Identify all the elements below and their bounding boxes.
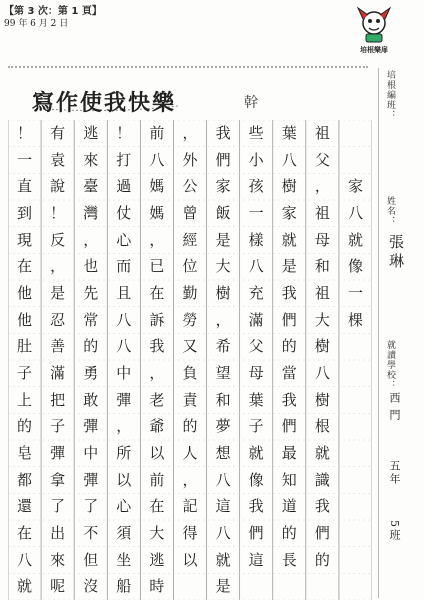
grid-character: 的 [17,417,33,436]
grid-character: 們 [281,310,297,329]
name-label: 姓名： [385,196,395,226]
grid-character: 忍 [50,310,66,329]
grid-character: 勞 [182,310,198,329]
class-value: 5班 [388,520,401,542]
grid-character: ， [215,310,231,329]
grid-character: 皂 [17,443,33,462]
grid-character: 就 [347,230,363,249]
grid-character: 八 [248,257,264,276]
grid-character: 我 [281,283,297,302]
grid-character: 父 [248,337,264,356]
grid-character: ！ [116,123,132,142]
grid-character: 望 [215,363,231,382]
grid-character: 子 [17,363,33,382]
grid-character: 公 [182,177,198,196]
grid-character: 得 [182,523,198,542]
grid-character: 打 [116,150,132,169]
mascot-icon [352,6,396,44]
grid-character: 和 [314,257,330,276]
grid-character: 滿 [248,310,264,329]
grid-character: 八 [116,310,132,329]
grid-character: 以 [182,550,198,569]
grid-character: 媽 [149,203,165,222]
grid-character: 我 [149,337,165,356]
grid-character: 道 [281,497,297,516]
grid-character: 過 [116,177,132,196]
grid-character: 曾 [182,203,198,222]
grid-character: 彈 [116,390,132,409]
grid-character: 樹 [215,283,231,302]
grid-character: 中 [83,443,99,462]
grid-character: 心 [116,230,132,249]
grid-character: 這 [248,550,264,569]
grid-character: 們 [281,417,297,436]
grid-character: 識 [314,470,330,489]
grid-character: 沒 [83,577,99,596]
grid-character: 在 [17,257,33,276]
date-line: 99 年 6 月 2 日 [4,19,69,29]
grid-character: 樹 [281,177,297,196]
grid-character: ， [182,470,198,489]
grid-character: 祖 [314,283,330,302]
grid-character: 時 [149,577,165,596]
grid-character: 樣 [248,230,264,249]
grid-character: 來 [83,150,99,169]
grid-character: 負 [182,363,198,382]
grid-character: ， [182,123,198,142]
grid-character: 樹 [314,337,330,356]
grid-character: 八 [149,150,165,169]
grid-character: 的 [281,523,297,542]
grid-character: 們 [314,523,330,542]
grid-character: 拿 [50,470,66,489]
grid-character: 逃 [149,550,165,569]
grid-character: 爺 [149,417,165,436]
grid-character: 家 [347,177,363,196]
grid-character: 根 [314,417,330,436]
grid-character: 還 [17,497,33,516]
grid-character: 八 [116,337,132,356]
grid-character: 我 [215,123,231,142]
grid-character: 老 [149,390,165,409]
grid-character: 樹 [314,390,330,409]
student-name: 張琳 [387,234,405,272]
grid-character: 到 [17,203,33,222]
grid-character: 前 [149,470,165,489]
grid-character: 是 [50,283,66,302]
grid-character: 都 [17,470,33,489]
grid-character: 他 [17,283,33,302]
grid-character: 小 [248,150,264,169]
grid-character: 在 [17,523,33,542]
grid-character: 又 [182,337,198,356]
grid-character: 已 [149,257,165,276]
grid-character: 八 [215,523,231,542]
grid-character: 敢 [83,390,99,409]
grid-character: 母 [248,363,264,382]
school-value: 西門 [388,392,401,426]
grid-character: 一 [17,150,33,169]
grid-character: 希 [215,337,231,356]
grid-character: 我 [314,497,330,516]
grid-character: 位 [182,257,198,276]
grid-character: 勤 [182,283,198,302]
grid-character: ， [149,230,165,249]
grid-character: 最 [281,443,297,462]
grid-character: 媽 [149,177,165,196]
grid-character: 臺 [83,177,99,196]
grid-character: ， [50,257,66,276]
grid-character: 出 [50,523,66,542]
grid-character: ， [83,230,99,249]
grid-character: 以 [149,443,165,462]
grid-character: 坐 [116,550,132,569]
grid-character: 是 [281,257,297,276]
grid-character: 逃 [83,123,99,142]
grid-character: 船 [116,577,132,596]
grid-character: 來 [50,550,66,569]
grid-character: 訴 [149,310,165,329]
grid-character: 葉 [248,390,264,409]
grid-character: 在 [149,497,165,516]
grid-character: 責 [182,390,198,409]
grid-character: 上 [17,390,33,409]
grid-character: 的 [281,337,297,356]
grid-character: 母 [314,230,330,249]
grid-character: 滿 [50,363,66,382]
grid-character: 反 [50,230,66,249]
grid-character: 些 [248,123,264,142]
writing-grid [8,120,372,600]
grid-character: ！ [50,203,66,222]
grid-character: 們 [215,150,231,169]
grid-character: 人 [182,443,198,462]
grid-character: 想 [215,443,231,462]
grid-character: 孩 [248,177,264,196]
grid-character: 彈 [83,470,99,489]
grid-character: 就 [314,443,330,462]
grid-character: 子 [248,417,264,436]
grid-character: 知 [281,470,297,489]
grid-character: 大 [149,523,165,542]
grid-character: 外 [182,150,198,169]
grid-character: 八 [314,363,330,382]
grid-character: 直 [17,177,33,196]
grid-character: 前 [149,123,165,142]
grid-character: 八 [347,203,363,222]
school-label: 就讀學校： [385,340,395,390]
grid-character: 也 [83,257,99,276]
grid-character: 善 [50,337,66,356]
grid-character: 在 [149,283,165,302]
margin-rule [378,68,379,598]
grid-character: 八 [215,470,231,489]
grid-character: 彈 [83,417,99,436]
grid-character: 子 [50,417,66,436]
grid-character: 彈 [50,443,66,462]
grid-character: 充 [248,283,264,302]
grid-character: 須 [116,523,132,542]
grid-character: 記 [182,497,198,516]
grid-character: 袁 [50,150,66,169]
grid-character: 就 [281,230,297,249]
grid-character: 了 [83,497,99,516]
grid-character: 家 [281,203,297,222]
grid-character: 祖 [314,203,330,222]
grid-character: 的 [83,337,99,356]
grid-character: 飯 [215,203,231,222]
grid-character: ！ [17,123,33,142]
grid-character: 而 [116,257,132,276]
grid-character: ， [314,177,330,196]
grid-character: 經 [182,230,198,249]
grid-character: 一 [347,283,363,302]
grid-character: 大 [314,310,330,329]
grid-character: ， [116,417,132,436]
grid-character: 我 [248,497,264,516]
grid-character: 父 [314,150,330,169]
grade-value: 五年 [388,460,401,486]
grid-character: 八 [17,550,33,569]
grid-character: 就 [215,550,231,569]
grid-character: 八 [281,150,297,169]
grid-character: 我 [281,390,297,409]
grid-character: 他 [17,310,33,329]
grid-character: 把 [50,390,66,409]
grid-character: 大 [215,257,231,276]
logo-text: 培根樂扉 [360,46,388,54]
grid-character: 說 [50,177,66,196]
grid-character: 和 [215,390,231,409]
grid-character: 就 [248,443,264,462]
dotted-divider [8,66,368,68]
title-note: 幹 [244,95,258,111]
grid-character: 常 [83,310,99,329]
grid-character: 以 [116,470,132,489]
grid-character: 的 [182,417,198,436]
grid-character: 有 [50,123,66,142]
grid-character: 了 [50,497,66,516]
page-header-label: 【第 3 次：第 1 頁】 [4,6,102,17]
grid-character: 現 [17,230,33,249]
grid-character: 像 [347,257,363,276]
grid-character: 長 [281,550,297,569]
grid-character: 勇 [83,363,99,382]
grid-character: ， [149,363,165,382]
grid-character: 所 [116,443,132,462]
grid-character: 們 [248,523,264,542]
grid-character: 先 [83,283,99,302]
grid-character: 但 [83,550,99,569]
grid-character: 是 [215,577,231,596]
grid-character: 夢 [215,417,231,436]
grid-character: 家 [215,177,231,196]
grid-character: 中 [116,363,132,382]
grid-character: 是 [215,230,231,249]
grid-character: 且 [116,283,132,302]
grid-character: 這 [215,497,231,516]
essay-title: 寫作使我快樂 [32,90,177,116]
grid-character: 祖 [314,123,330,142]
grid-character: 葉 [281,123,297,142]
grid-character: 呢 [50,577,66,596]
grid-character: 棵 [347,310,363,329]
grid-character: 肚 [17,337,33,356]
grid-character: 像 [248,470,264,489]
grid-character: 心 [116,497,132,516]
grid-character: 仗 [116,203,132,222]
school-code-label: 培根編班： [385,70,395,120]
grid-character: 就 [17,577,33,596]
grid-character: 的 [314,550,330,569]
grid-character: 不 [83,523,99,542]
grid-character: 灣 [83,203,99,222]
grid-character: 當 [281,363,297,382]
grid-character: 一 [248,203,264,222]
